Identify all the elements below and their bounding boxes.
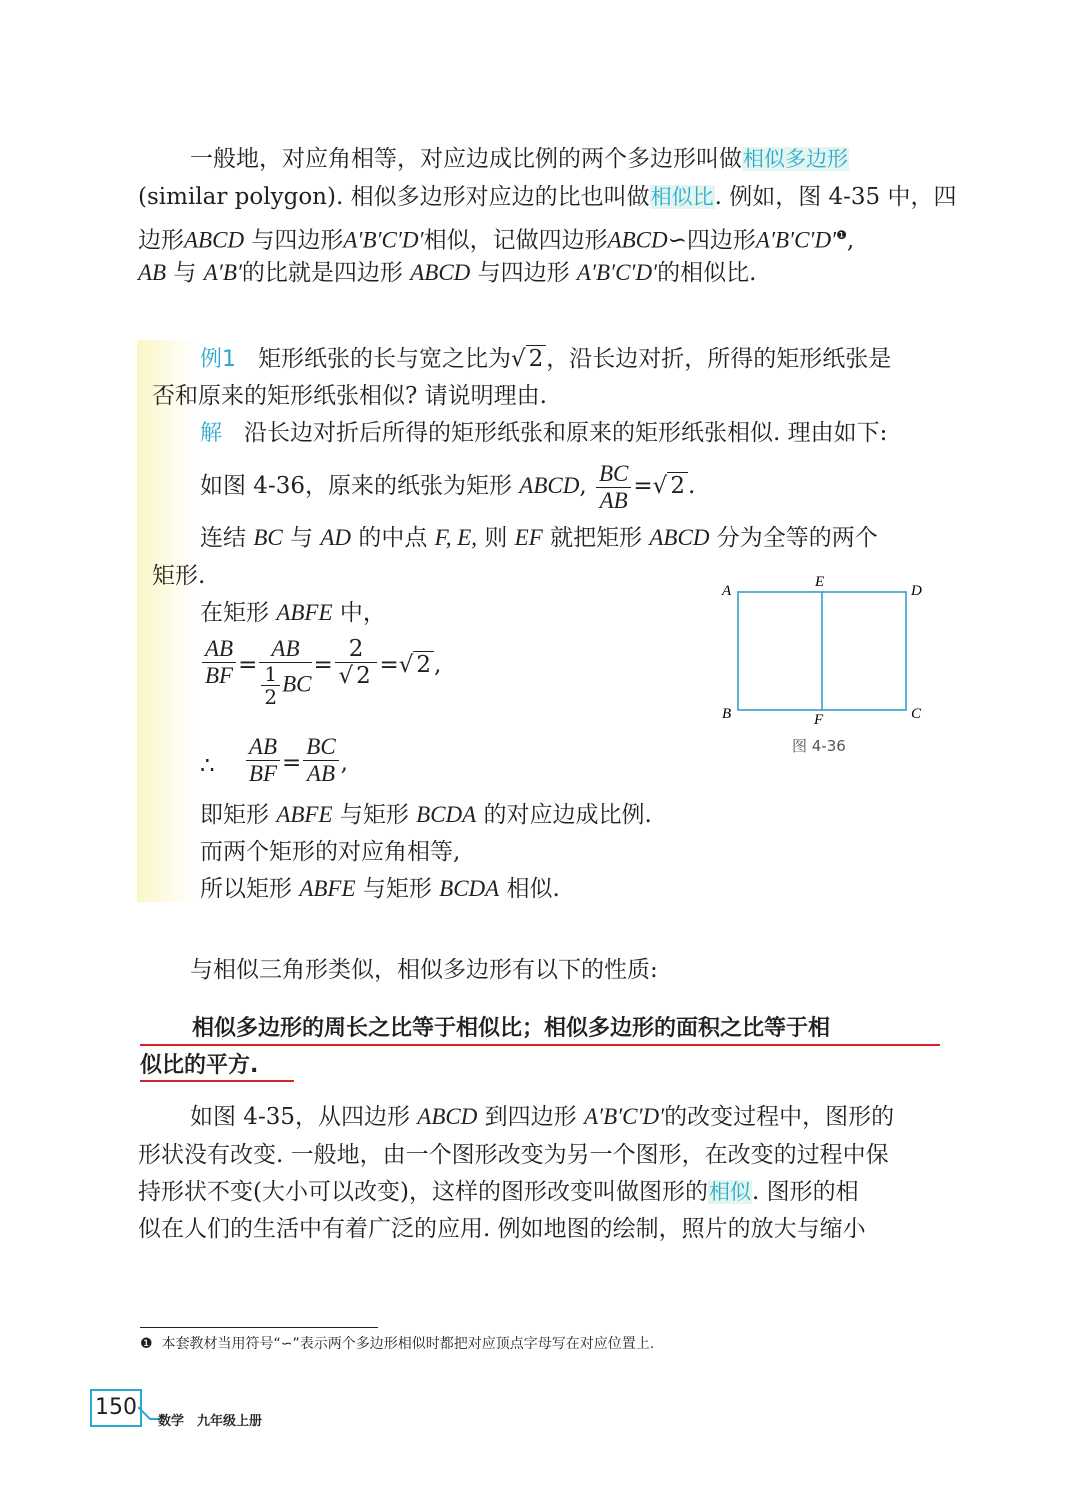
fraction-bc-ab: $\frac{BC}{AB}$ [303, 734, 338, 787]
figure-caption: 图 4-36 [792, 737, 846, 755]
footnote-ref: ❶ [836, 228, 847, 242]
fraction-2-sqrt2: $\frac{2}{√ 2}$ [335, 636, 378, 689]
properties-lead: 与相似三角形类似，相似多边形有以下的性质: [190, 957, 658, 983]
sqrt-2: √ 2 [653, 456, 688, 516]
fraction-one-half: $\frac{1}{2}$ [261, 663, 280, 708]
sqrt-2: √ 2 [399, 636, 434, 694]
term-similarity-ratio: 相似比 [650, 185, 714, 209]
label-c: C [911, 706, 922, 722]
footnote-divider [140, 1327, 378, 1328]
label-e: E [815, 574, 825, 590]
solution-line-3: 连结 BC 与 AD 的中点 F, E, 则 EF 就把矩形 ABCD 分为全等的两个 [200, 525, 878, 551]
fraction-ab-bf: $\frac{AB}{BF}$ [202, 636, 236, 689]
therefore-symbol: ∴ [200, 753, 215, 779]
solution-line-4: 矩形. [152, 563, 206, 589]
property-statement-line-1: 相似多边形的周长之比等于相似比；相似多边形的面积之比等于相 [192, 1016, 831, 1041]
figure-svg [712, 572, 952, 762]
intro-line-2: (similar polygon). 相似多边形对应边的比也叫做相似比. 例如，图 4-35 中，四 [138, 184, 957, 210]
fraction-ab-bf: $\frac{AB}{BF}$ [246, 734, 280, 787]
property-statement-line-2: 似比的平方. [140, 1053, 259, 1078]
page-tab-arrow-icon [138, 1405, 160, 1425]
example-question-line-2: 否和原来的矩形纸张相似? 请说明理由. [152, 383, 547, 409]
example-question-line-1: 例1 矩形纸张的长与宽之比为√ 2 ，沿长边对折，所得的矩形纸张是 [200, 346, 892, 372]
label-b: B [722, 706, 732, 722]
fraction-ab-half-bc: AB $\frac{1}{2}$ BC [259, 636, 311, 708]
property-underline-2 [140, 1080, 294, 1082]
fraction-bc-ab: $\frac{BC}{AB}$ [596, 461, 631, 514]
label-d: D [911, 583, 922, 599]
example-label: 例1 [200, 347, 236, 372]
label-f: F [814, 712, 824, 728]
footnote-marker: ❶ [140, 1336, 153, 1352]
sqrt-2: √ 2 [338, 663, 373, 689]
solution-line-8: 所以矩形 ABFE 与矩形 BCDA 相似. [200, 876, 560, 902]
label-a: A [722, 583, 732, 599]
solution-line-1: 解 沿长边对折后所得的矩形纸张和原来的矩形纸张相似. 理由如下: [200, 420, 888, 446]
book-title: 数学 九年级上册 [158, 1414, 263, 1429]
equation-1: $\frac{AB}{BF}$ = AB $\frac{1}{2}$ BC = $\frac{2}{√ 2}$ =√ 2 , [200, 636, 441, 708]
similar-symbol: ∽ [667, 227, 687, 254]
solution-line-6: 即矩形 ABFE 与矩形 BCDA 的对应边成比例. [200, 802, 652, 828]
footnote: ❶ 本套教材当用符号“∽”表示两个多边形相似时都把对应顶点字母写在对应位置上. [140, 1336, 655, 1352]
property-underline-1 [140, 1044, 940, 1046]
closing-line-3: 持形状不变(大小可以改变)，这样的图形改变叫做图形的相似. 图形的相 [138, 1179, 859, 1205]
term-similar-polygon: 相似多边形 [743, 147, 848, 171]
example-highlight-bar [137, 340, 195, 902]
equation-2: ∴ $\frac{AB}{BF}$ = $\frac{BC}{AB}$ , [200, 734, 348, 786]
page-number: 150 [90, 1389, 142, 1427]
term-similarity: 相似 [708, 1180, 751, 1204]
solution-label: 解 [200, 421, 223, 446]
solution-line-5: 在矩形 ABFE 中， [200, 600, 386, 626]
closing-line-4: 似在人们的生活中有着广泛的应用. 例如地图的绘制，照片的放大与缩小 [138, 1216, 866, 1242]
intro-line-4: AB 与 A′B′的比就是四边形 ABCD 与四边形 A′B′C′D′的相似比. [138, 260, 757, 286]
solution-line-2: 如图 4-36，原来的纸张为矩形 ABCD, $\frac{BC}{AB}$ =√ 2 . [200, 456, 695, 516]
closing-line-2: 形状没有改变. 一般地，由一个图形改变为另一个图形，在改变的过程中保 [138, 1142, 889, 1168]
closing-line-1: 如图 4-35，从四边形 ABCD 到四边形 A′B′C′D′的改变过程中，图形的 [190, 1104, 895, 1130]
intro-line-3: 边形ABCD 与四边形A′B′C′D′相似，记做四边形ABCD∽四边形$A'B'C'D'^❶$, [138, 227, 855, 254]
solution-line-7: 而两个矩形的对应角相等, [200, 839, 461, 865]
sqrt-2: √ 2 [511, 344, 546, 374]
figure-4-36 [712, 572, 952, 768]
intro-line-1: 一般地，对应角相等，对应边成比例的两个多边形叫做相似多边形 [190, 146, 848, 172]
